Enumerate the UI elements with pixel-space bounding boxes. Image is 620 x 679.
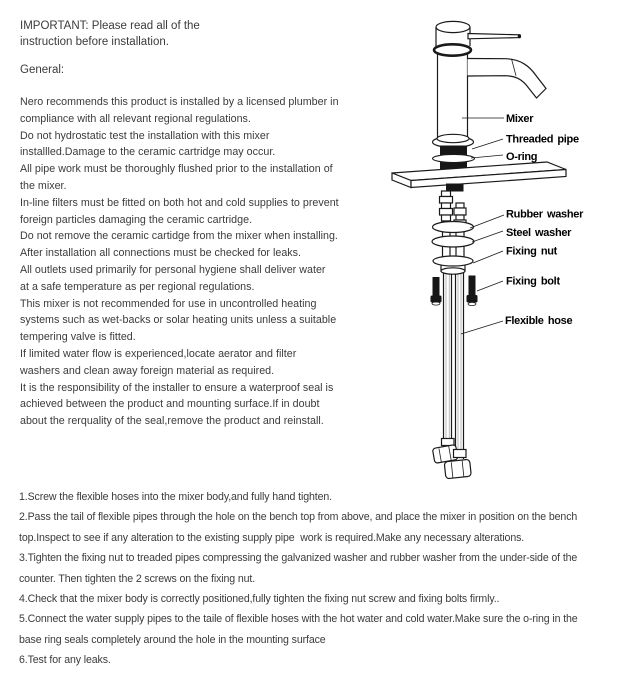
- general-note-line: about the rerquality of the seal,remove the product and reinstall.: [20, 415, 324, 428]
- general-note-line: It is the responsibility of the installer to ensure a waterproof seal is: [20, 381, 334, 394]
- rubber-washer: [433, 222, 474, 233]
- part-label-mixer: Mixer: [506, 113, 534, 125]
- general-note-line: Do not hydrostatic test the installation with this mixer: [20, 129, 270, 142]
- general-note-line: washers and clean away foreign material as required.: [20, 364, 275, 377]
- bench-top-slab: [392, 162, 566, 188]
- mixer-spout-icon: [468, 59, 547, 99]
- part-label-fixing-bolt: Fixing bolt: [506, 275, 560, 288]
- fixing-bolt-left: [431, 277, 442, 305]
- fixing-nut: [433, 256, 473, 274]
- general-note-line: systems such as wet-backs or solar heating units unless a suitable: [20, 314, 337, 327]
- important-note: [20, 18, 200, 50]
- mixer-installation-diagram: [383, 8, 620, 488]
- general-note-line: If limited water flow is experienced,locate aerator and filter: [20, 347, 297, 360]
- general-note-line: the mixer.: [20, 179, 67, 192]
- installation-step-line: 1.Screw the flexible hoses into the mixer body,and fully hand tighten.: [19, 491, 332, 503]
- general-note-line: After installation all connections must be checked for leaks.: [20, 247, 302, 260]
- mixer-handle-lever: [468, 34, 521, 39]
- general-note-line: achieved between the product and mounting surface.If in doubt: [20, 398, 320, 411]
- general-heading: General:: [20, 64, 65, 76]
- general-note-line: This mixer is not recommended for use in uncontrolled heating: [20, 297, 317, 310]
- installation-step-line: 2.Pass the tail of flexible pipes through the hole on the bench top from above, and place the mixer in position on the bench: [19, 511, 578, 524]
- general-note-line: All outlets used primarily for personal hygiene shall deliver water: [20, 263, 326, 276]
- part-label-o-ring: O-ring: [506, 151, 538, 163]
- general-note-line: All pipe work must be thoroughly flushed prior to the installation of: [20, 163, 333, 176]
- o-ring: [433, 155, 475, 163]
- mixer-handle-knob: [434, 21, 471, 55]
- installation-step-line: base ring seals completely around the hole in the mounting surface: [19, 633, 326, 646]
- steel-washer: [432, 236, 474, 247]
- flexible-hose-left: [444, 266, 452, 447]
- installation-step-line: 5.Connect the water supply pipes to the taile of flexible hoses with the hot water and cold water.Make sure the o-ring in the: [19, 613, 578, 626]
- general-notes: [20, 94, 339, 430]
- mixer-body: [438, 52, 468, 139]
- installation-step-line: top.Inspect to see if any alteration to the existing supply pipe work is required.Make any necessary alterations.: [19, 531, 525, 544]
- threaded-pipe-below-bench: [446, 184, 464, 192]
- part-labels: [505, 113, 584, 327]
- general-note-line: Nero recommends this product is installed by a licensed plumber in: [20, 96, 339, 108]
- important-note-line: IMPORTANT: Please read all of the: [20, 20, 200, 32]
- general-note-line: compliance with all relevant regional regulations.: [20, 112, 251, 125]
- important-note-line: instruction before installation.: [20, 36, 169, 48]
- installation-step-line: 6.Test for any leaks.: [19, 654, 111, 667]
- general-note-line: foreign particles damaging the ceramic cartridge.: [20, 213, 253, 226]
- part-label-threaded-pipe: Threaded pipe: [506, 133, 579, 146]
- general-note-line: In-line filters must be fitted on both hot and cold supplies to prevent: [20, 196, 339, 209]
- general-note-line: at a safe temperature as per regional regulations.: [20, 280, 255, 293]
- installation-steps: [19, 487, 578, 671]
- installation-step-line: 3.Tighten the fixing nut to treaded pipes compressing the galvanized washer and rubber washer from the under-side of the: [19, 552, 578, 565]
- part-label-rubber-washer: Rubber washer: [506, 208, 584, 221]
- installation-step-line: 4.Check that the mixer body is correctly positioned,fully tighten the fixing nut screw and fixing bolts firmly..: [19, 593, 500, 606]
- part-label-fixing-nut: Fixing nut: [506, 245, 558, 258]
- fixing-bolt-right: [467, 276, 478, 306]
- general-note-line: tempering valve is fitted.: [20, 331, 136, 344]
- general-note-line: installled.Damage to the ceramic cartridge may occur.: [20, 146, 276, 159]
- part-label-steel-washer: Steel washer: [506, 227, 572, 239]
- installation-step-line: counter. Then tighten the 2 screws on the fixing nut.: [19, 572, 256, 585]
- part-label-flexible-hose: Flexible hose: [505, 315, 573, 327]
- general-note-line: Do not remove the ceramic cartidge from the mixer when installing.: [20, 230, 338, 243]
- flexible-hose-right: [456, 266, 464, 459]
